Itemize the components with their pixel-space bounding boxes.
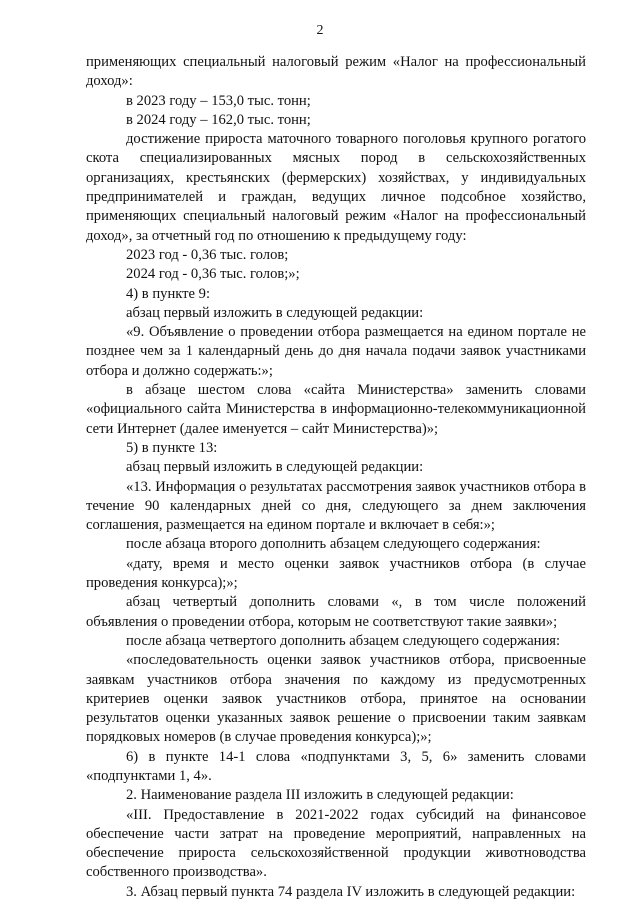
paragraph: 2024 год - 0,36 тыс. голов;»;	[126, 266, 300, 283]
paragraph: «III. Предоставление в 2021-2022 годах субсидий на финансовое обеспечение части затрат на проведение мероприятий, направленных на обеспечение прироста сельскохозяйственной продукции животноводства собственного производства».	[86, 806, 586, 881]
paragraph: после абзаца четвертого дополнить абзацем следующего содержания:	[126, 632, 561, 649]
paragraph: «9. Объявление о проведении отбора размещается на едином портале не позднее чем за 1 календарный день до дня начала подачи заявок участниками отбора и должно содержать:»;	[86, 324, 586, 379]
paragraph: «последовательность оценки заявок участников отбора, присвоенные заявкам участников отбора значения по каждому из предусмотренных критериев оценки заявок участников отбора, принятое на основании результатов оценки указанных заявок решение о присвоении таким заявкам порядковых номеров (в случае проведения конкурса);»;	[86, 652, 586, 746]
paragraph: в 2024 году – 162,0 тыс. тонн;	[126, 111, 311, 128]
paragraph: абзац первый изложить в следующей редакции:	[126, 459, 424, 476]
page-number: 2	[316, 23, 324, 38]
paragraph: абзац четвертый дополнить словами «, в том числе положений объявления о проведении отбора, которым не соответствуют такие заявки»;	[86, 594, 586, 630]
paragraph: применяющих специальный налоговый режим «Налог на профессиональный доход»:	[86, 54, 586, 90]
paragraph: абзац первый изложить в следующей редакции:	[126, 304, 424, 321]
paragraph: «13. Информация о результатах рассмотрения заявок участников отбора в течение 90 календарных дней со дня, следующего за днем заключения соглашения, размещается на едином портале и включает в себя:»;	[86, 478, 586, 534]
paragraph: 3. Абзац первый пункта 74 раздела IV изложить в следующей редакции:	[126, 883, 576, 900]
paragraph: достижение прироста маточного товарного поголовья крупного рогатого скота специализированных мясных пород в сельскохозяйственных организациях, крестьянских (фермерских) хозяйствах, у индивидуальных предпринимателей и граждан, ведущих личное подсобное хозяйство, применяющих специальный налоговый режим «Налог на профессиональный доход», за отчетный год по отношению к предыдущему году:	[86, 131, 586, 244]
paragraph: в абзаце шестом слова «сайта Министерства» заменить словами «официального сайта Министерства в информационно-телекоммуникационной сети Интернет (далее именуется – сайт Министерства)»;	[86, 382, 586, 437]
paragraph: 2023 год - 0,36 тыс. голов;	[126, 246, 289, 263]
paragraph: 6) в пункте 14-1 слова «подпунктами 3, 5, 6» заменить словами «подпунктами 1, 4».	[86, 748, 586, 784]
paragraph: в 2023 году – 153,0 тыс. тонн;	[126, 92, 311, 109]
paragraph: «дату, время и место оценки заявок участников отбора (в случае проведения конкурса);»;	[86, 555, 586, 592]
paragraph: 4) в пункте 9:	[126, 285, 211, 302]
document-body	[86, 53, 586, 902]
paragraph: после абзаца второго дополнить абзацем следующего содержания:	[126, 536, 541, 553]
paragraph: 5) в пункте 13:	[126, 439, 218, 456]
paragraph: 2. Наименование раздела III изложить в следующей редакции:	[126, 787, 514, 804]
